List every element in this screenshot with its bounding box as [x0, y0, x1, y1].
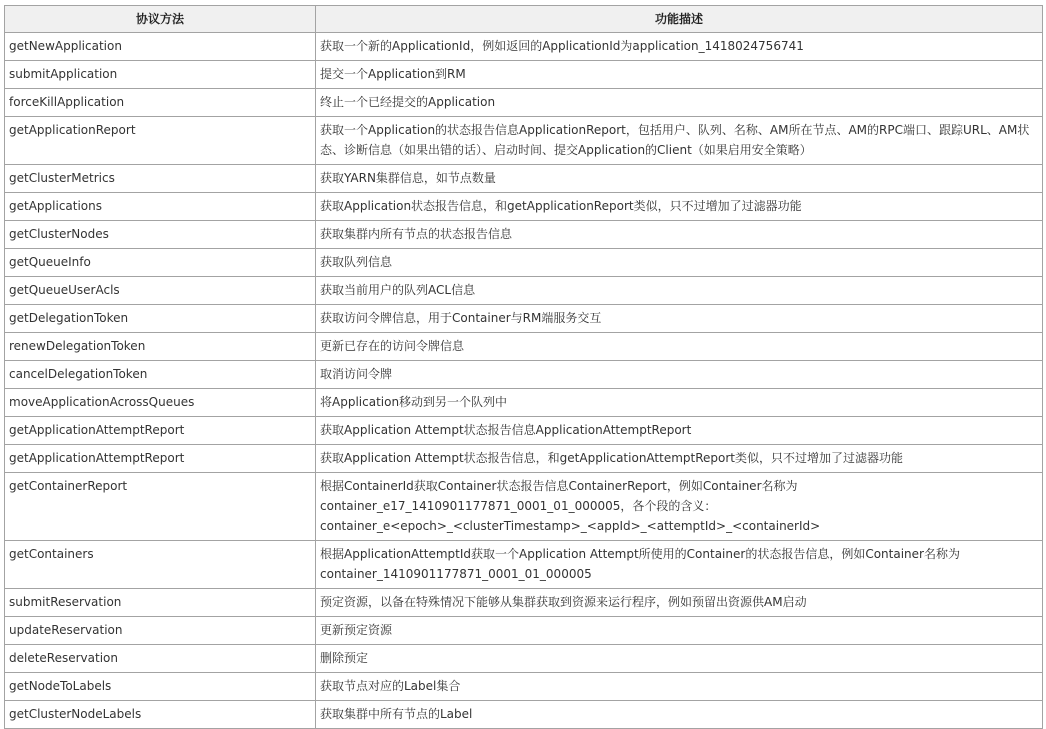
- description-line: 获取Application Attempt状态报告信息ApplicationAttemptReport: [320, 423, 692, 437]
- description-cell: [316, 589, 1043, 617]
- description-line: 获取队列信息: [320, 255, 393, 269]
- table-row: [5, 701, 1043, 729]
- description-cell: [316, 277, 1043, 305]
- description-cell: [316, 541, 1043, 589]
- table-row: [5, 249, 1043, 277]
- description-line: 获取Application Attempt状态报告信息，和getApplicationAttemptReport类似，只不过增加了过滤器功能: [320, 451, 904, 465]
- table-row: [5, 193, 1043, 221]
- description-cell: [316, 89, 1043, 117]
- description-line: 获取当前用户的队列ACL信息: [320, 283, 476, 297]
- method-cell: getNodeToLabels: [5, 673, 316, 701]
- description-line: 终止一个已经提交的Application: [320, 95, 496, 109]
- description-cell: [316, 417, 1043, 445]
- description-line: 删除预定: [320, 651, 369, 665]
- method-cell: deleteReservation: [5, 645, 316, 673]
- table-row: [5, 305, 1043, 333]
- description-cell: [316, 61, 1043, 89]
- table-row: [5, 389, 1043, 417]
- table-row: [5, 541, 1043, 589]
- description-line: 更新已存在的访问令牌信息: [320, 339, 465, 353]
- method-cell: getQueueUserAcls: [5, 277, 316, 305]
- description-cell: [316, 361, 1043, 389]
- description-line: 获取一个Application的状态报告信息ApplicationReport，包括用户、队列、名称、AM所在节点、AM的RPC端口、跟踪URL、AM状: [320, 123, 1030, 137]
- description-cell: [316, 333, 1043, 361]
- table-row: [5, 61, 1043, 89]
- header-row: [5, 6, 1043, 33]
- table-row: [5, 673, 1043, 701]
- method-cell: getQueueInfo: [5, 249, 316, 277]
- description-cell: [316, 389, 1043, 417]
- description-line: 态、诊断信息（如果出错的话）、启动时间、提交Application的Client（如果启用安全策略）: [320, 143, 812, 157]
- table-row: [5, 117, 1043, 165]
- description-cell: [316, 673, 1043, 701]
- description-cell: [316, 249, 1043, 277]
- table-row: [5, 89, 1043, 117]
- method-cell: getClusterMetrics: [5, 165, 316, 193]
- header-description: 功能描述: [316, 6, 1043, 33]
- method-cell: getApplicationAttemptReport: [5, 445, 316, 473]
- method-cell: getApplicationReport: [5, 117, 316, 165]
- method-cell: updateReservation: [5, 617, 316, 645]
- table-row: [5, 445, 1043, 473]
- method-cell: submitApplication: [5, 61, 316, 89]
- description-line: 根据ApplicationAttemptId获取一个Application Attempt所使用的Container的状态报告信息，例如Container名称为: [320, 547, 960, 561]
- method-cell: getDelegationToken: [5, 305, 316, 333]
- description-line: 获取YARN集群信息，如节点数量: [320, 171, 496, 185]
- method-cell: moveApplicationAcrossQueues: [5, 389, 316, 417]
- description-line: 获取节点对应的Label集合: [320, 679, 461, 693]
- table-row: [5, 333, 1043, 361]
- description-line: 提交一个Application到RM: [320, 67, 466, 81]
- description-cell: [316, 165, 1043, 193]
- description-line: 将Application移动到另一个队列中: [320, 395, 508, 409]
- method-cell: getContainers: [5, 541, 316, 589]
- table-row: [5, 361, 1043, 389]
- method-cell: renewDelegationToken: [5, 333, 316, 361]
- description-cell: [316, 117, 1043, 165]
- table-body: [5, 33, 1043, 729]
- table-row: [5, 277, 1043, 305]
- description-cell: [316, 645, 1043, 673]
- description-line: 根据ContainerId获取Container状态报告信息ContainerReport，例如Container名称为: [320, 479, 798, 493]
- description-cell: [316, 445, 1043, 473]
- table-row: [5, 589, 1043, 617]
- header-method: 协议方法: [5, 6, 316, 33]
- table-header: [5, 6, 1043, 33]
- description-line: 预定资源，以备在特殊情况下能够从集群获取到资源来运行程序，例如预留出资源供AM启动: [320, 595, 807, 609]
- table-row: [5, 165, 1043, 193]
- description-line: container_e17_1410901177871_0001_01_000005，各个段的含义：: [320, 499, 717, 513]
- method-cell: forceKillApplication: [5, 89, 316, 117]
- description-line: 取消访问令牌: [320, 367, 393, 381]
- table-row: [5, 417, 1043, 445]
- method-cell: getClusterNodes: [5, 221, 316, 249]
- description-line: container_1410901177871_0001_01_000005: [320, 567, 592, 581]
- description-line: 获取一个新的ApplicationId，例如返回的ApplicationId为application_1418024756741: [320, 39, 804, 53]
- description-cell: [316, 473, 1043, 541]
- method-cell: getNewApplication: [5, 33, 316, 61]
- method-cell: getContainerReport: [5, 473, 316, 541]
- table-row: [5, 221, 1043, 249]
- description-cell: [316, 33, 1043, 61]
- description-cell: [316, 701, 1043, 729]
- table-row: [5, 645, 1043, 673]
- method-cell: getApplicationAttemptReport: [5, 417, 316, 445]
- description-line: 获取集群内所有节点的状态报告信息: [320, 227, 513, 241]
- table-row: [5, 473, 1043, 541]
- description-line: 更新预定资源: [320, 623, 393, 637]
- table-row: [5, 33, 1043, 61]
- method-cell: getApplications: [5, 193, 316, 221]
- description-line: 获取集群中所有节点的Label: [320, 707, 473, 721]
- description-cell: [316, 305, 1043, 333]
- method-cell: submitReservation: [5, 589, 316, 617]
- description-cell: [316, 193, 1043, 221]
- description-line: 获取访问令牌信息，用于Container与RM端服务交互: [320, 311, 602, 325]
- description-line: container_e<epoch>_<clusterTimestamp>_<appId>_<attemptId>_<containerId>: [320, 519, 821, 533]
- description-cell: [316, 617, 1043, 645]
- description-line: 获取Application状态报告信息，和getApplicationReport类似，只不过增加了过滤器功能: [320, 199, 802, 213]
- description-cell: [316, 221, 1043, 249]
- method-cell: cancelDelegationToken: [5, 361, 316, 389]
- method-cell: getClusterNodeLabels: [5, 701, 316, 729]
- protocol-table: [4, 5, 1043, 729]
- table-row: [5, 617, 1043, 645]
